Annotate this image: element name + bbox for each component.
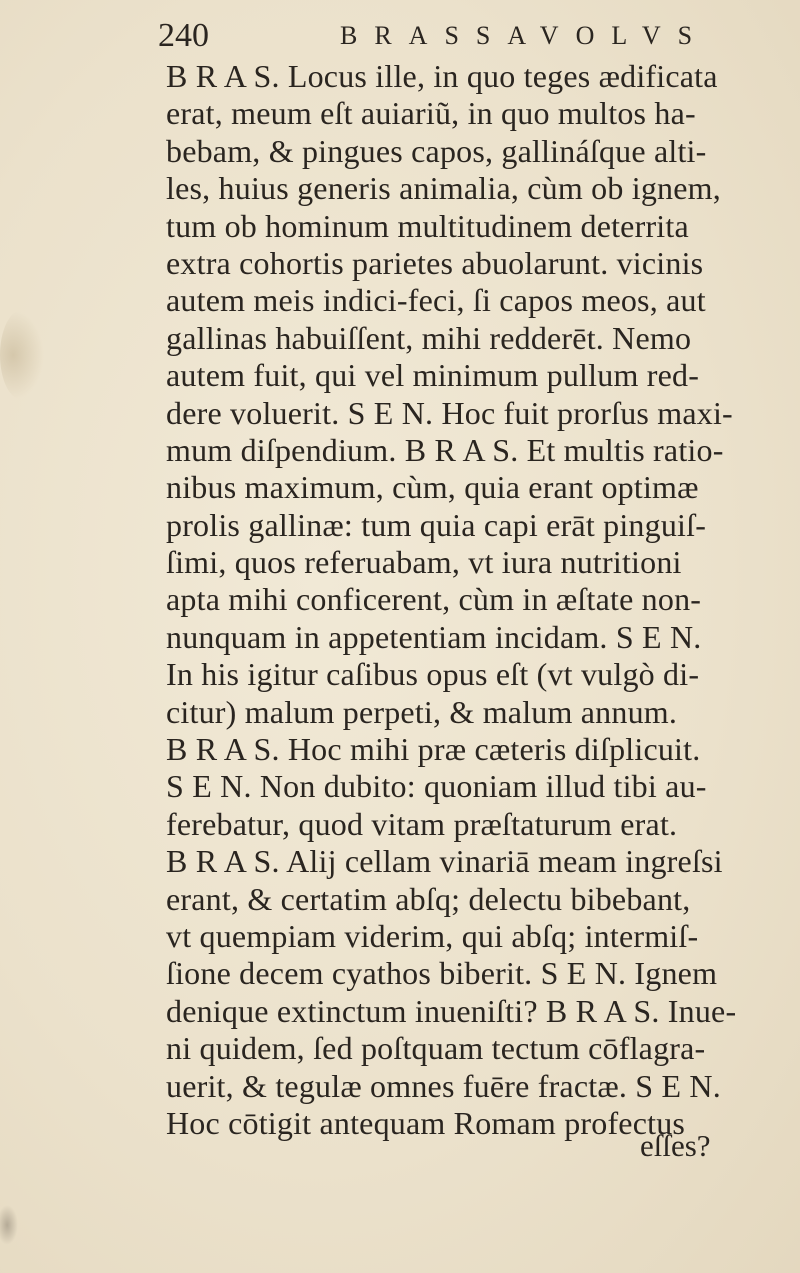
text-line: B R A S. Hoc mihi præ cæteris diſplicuit. xyxy=(166,731,701,768)
text-line: mum diſpendium. B R A S. Et multis ratio- xyxy=(166,431,724,468)
text-line: erat, meum eſt auiariũ, in quo multos ha- xyxy=(166,95,696,132)
text-line: S E N. Non dubito: quoniam illud tibi au- xyxy=(166,768,707,805)
page-header xyxy=(158,16,758,56)
text-line: uerit, & tegulæ omnes fuēre fractæ. S E N. xyxy=(166,1067,721,1104)
text-line: vt quempiam viderim, qui abſq; intermiſ- xyxy=(166,917,699,954)
edge-mark xyxy=(0,1205,18,1245)
text-line: autem fuit, qui vel minimum pullum red- xyxy=(166,357,700,394)
text-line: erant, & certatim abſq; delectu bibebant, xyxy=(166,880,691,917)
text-line: nibus maximum, cùm, quia erant optimæ xyxy=(166,469,699,506)
text-line: citur) malum perpeti, & malum annum. xyxy=(166,693,678,730)
text-line: prolis gallinæ: tum quia capi erāt pinguiſ- xyxy=(166,506,707,543)
text-line: ſione decem cyathos biberit. S E N. Ignem xyxy=(166,955,718,992)
text-line: tum ob hominum multitudinem deterrita xyxy=(166,207,689,244)
paper-stain xyxy=(0,310,44,400)
text-line: autem meis indici-feci, ſi capos meos, aut xyxy=(166,282,706,319)
catchword: eſſes? xyxy=(640,1128,711,1163)
text-line: ſimi, quos referuabam, vt iura nutritioni xyxy=(166,544,682,581)
text-line: In his igitur caſibus opus eſt (vt vulgò di- xyxy=(166,656,700,693)
text-line: dere voluerit. S E N. Hoc fuit prorſus maxi- xyxy=(166,394,733,431)
text-line: les, huius generis animalia, cùm ob ignem, xyxy=(166,170,721,207)
text-line: ferebatur, quod vitam præſtaturum erat. xyxy=(166,805,678,842)
text-line: apta mihi conficerent, cùm in æſtate non- xyxy=(166,581,702,618)
text-line: Hoc cōtigit antequam Romam profectus xyxy=(166,1104,686,1141)
text-line: extra cohortis parietes abuolarunt. vicinis xyxy=(166,244,704,281)
body-text xyxy=(166,58,786,1142)
text-line: B R A S. Alij cellam vinariā meam ingreſsi xyxy=(166,843,723,880)
text-line: gallinas habuiſſent, mihi redderēt. Nemo xyxy=(166,319,692,356)
page-number: 240 xyxy=(158,17,209,54)
text-line: bebam, & pingues capos, gallináſque alti- xyxy=(166,132,707,169)
text-line: denique extinctum inueniſti? B R A S. Inue- xyxy=(166,992,737,1029)
running-title: BRASSAVOLVS xyxy=(340,21,710,50)
text-line: B R A S. Locus ille, in quo teges ædificata xyxy=(166,58,718,94)
text-line: nunquam in appetentiam incidam. S E N. xyxy=(166,618,702,655)
text-line: ni quidem, ſed poſtquam tectum cōflagra- xyxy=(166,1030,706,1067)
